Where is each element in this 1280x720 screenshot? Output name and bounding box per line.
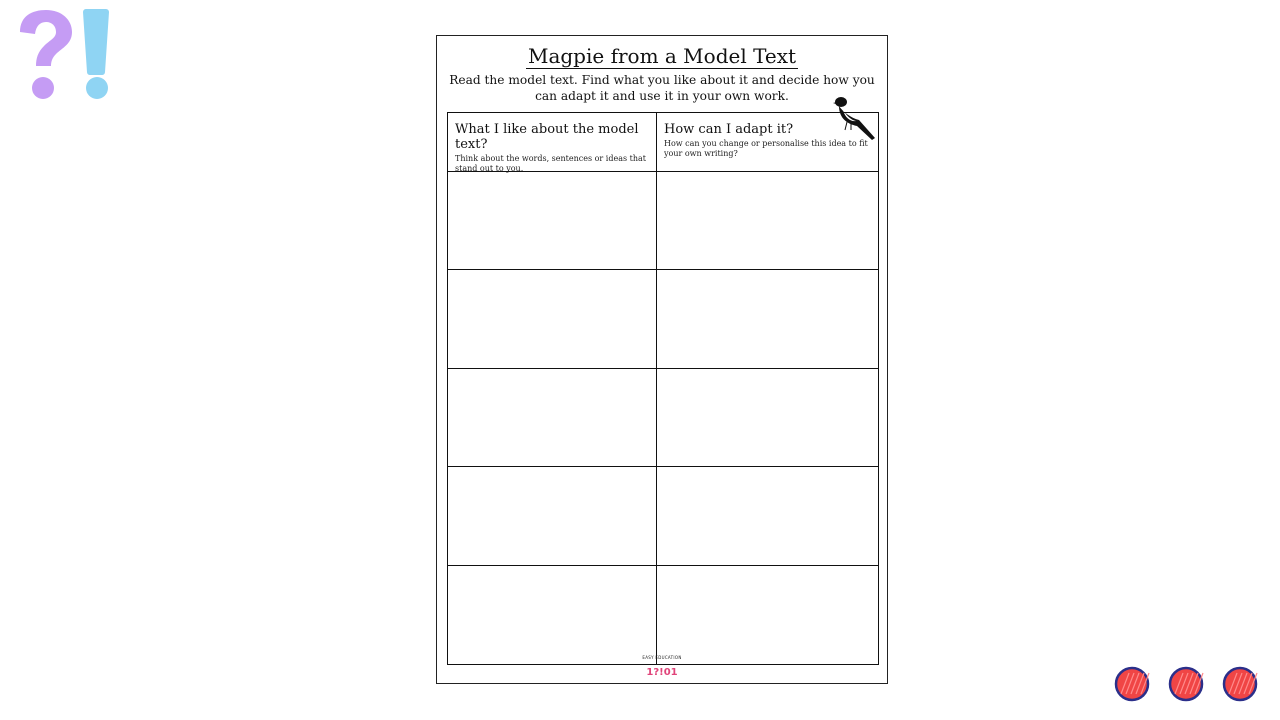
nav-dot-3-icon[interactable]: [1221, 664, 1259, 702]
nav-dot-1-icon[interactable]: [1113, 664, 1151, 702]
question-exclamation-icon: [12, 8, 112, 104]
writing-cell-adapt[interactable]: [657, 566, 878, 664]
navigation-dots: [1113, 664, 1263, 704]
writing-cell-like[interactable]: [448, 270, 657, 368]
writing-cell-like[interactable]: [448, 369, 657, 467]
magpie-table: [447, 112, 879, 665]
writing-cell-adapt[interactable]: [657, 369, 878, 467]
nav-dot-2-icon[interactable]: [1167, 664, 1205, 702]
writing-cell-like[interactable]: [448, 172, 657, 270]
writing-cell-like[interactable]: [448, 467, 657, 565]
worksheet-title: Magpie from a Model Text: [527, 44, 797, 68]
footer-logo: [437, 655, 887, 679]
column-subtext-like: Think about the words, sentences or ideas that stand out to you.: [455, 154, 646, 173]
worksheet-instructions: Read the model text. Find what you like about it and decide how you can adapt it and use it in your own work.: [449, 73, 875, 103]
footer-mark: 1?!01: [646, 667, 678, 678]
writing-cell-adapt[interactable]: [657, 467, 878, 565]
column-heading-like: What I like about the model text?: [455, 122, 639, 152]
column-subtext-adapt: How can you change or personalise this idea to fit your own writing?: [664, 139, 868, 158]
writing-cell-like[interactable]: [448, 566, 657, 664]
worksheet-page: [436, 35, 888, 684]
column-header-like: [448, 113, 657, 172]
column-heading-adapt: How can I adapt it?: [664, 122, 794, 137]
writing-cell-adapt[interactable]: [657, 172, 878, 270]
column-header-adapt: [657, 113, 878, 172]
writing-cell-adapt[interactable]: [657, 270, 878, 368]
footer-label: EASY EDUCATION: [642, 655, 682, 660]
